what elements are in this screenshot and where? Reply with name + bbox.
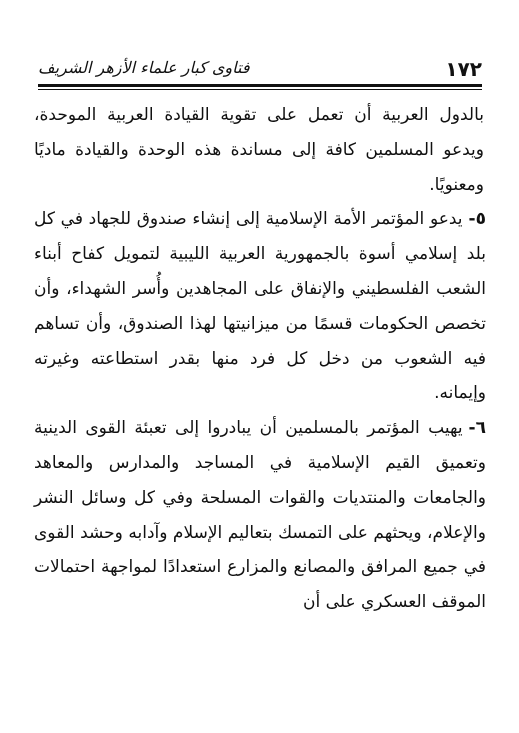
header-rule	[38, 84, 482, 87]
item-number: ٥-	[468, 209, 486, 230]
numbered-item-5	[34, 202, 486, 411]
paragraph-continuation: بالدول العربية أن تعمل على تقوية القيادة العربية الموحدة، ويدعو المسلمين كافة إلى مساندة هذه الوحدة والقيادة ماديًا ومعنويًا.	[34, 105, 484, 195]
running-title: فتاوى كبار علماء الأزهر الشريف	[38, 58, 250, 77]
numbered-item-6	[34, 411, 486, 620]
body-text	[34, 98, 486, 620]
page-number: ١٧٢	[445, 57, 482, 81]
item-text: يهيب المؤتمر بالمسلمين أن يبادروا إلى تعبئة القوى الدينية وتعميق القيم الإسلامية في المساجد والمدارس والمعاهد والجامعات والمنتديات والقوات المسلحة وفي كل وسائل النشر والإعلام، ويحثهم على التمسك بتعاليم الإسلام وآدابه وحشد القوى في جميع المرافق والمصانع والمزارع استعدادًا لمواجهة احتمالات الموقف العسكري على أن	[34, 418, 486, 613]
header-rule-thin	[38, 89, 482, 90]
item-number: ٦-	[468, 418, 486, 439]
item-text: يدعو المؤتمر الأمة الإسلامية إلى إنشاء صندوق للجهاد في كل بلد إسلامي أسوة بالجمهورية العربية الليبية لتمويل كفاح أبناء الشعب الفلسطيني والإنفاق على المجاهدين وأُسر الشهداء، وأن تخصص الحكومات قسمًا من ميزانيتها لهذا الصندوق، وأن تساهم فيه الشعوب من دخل كل فرد منها بقدر استطاعته وغيرته وإيمانه.	[34, 209, 486, 404]
page-header	[38, 58, 482, 82]
